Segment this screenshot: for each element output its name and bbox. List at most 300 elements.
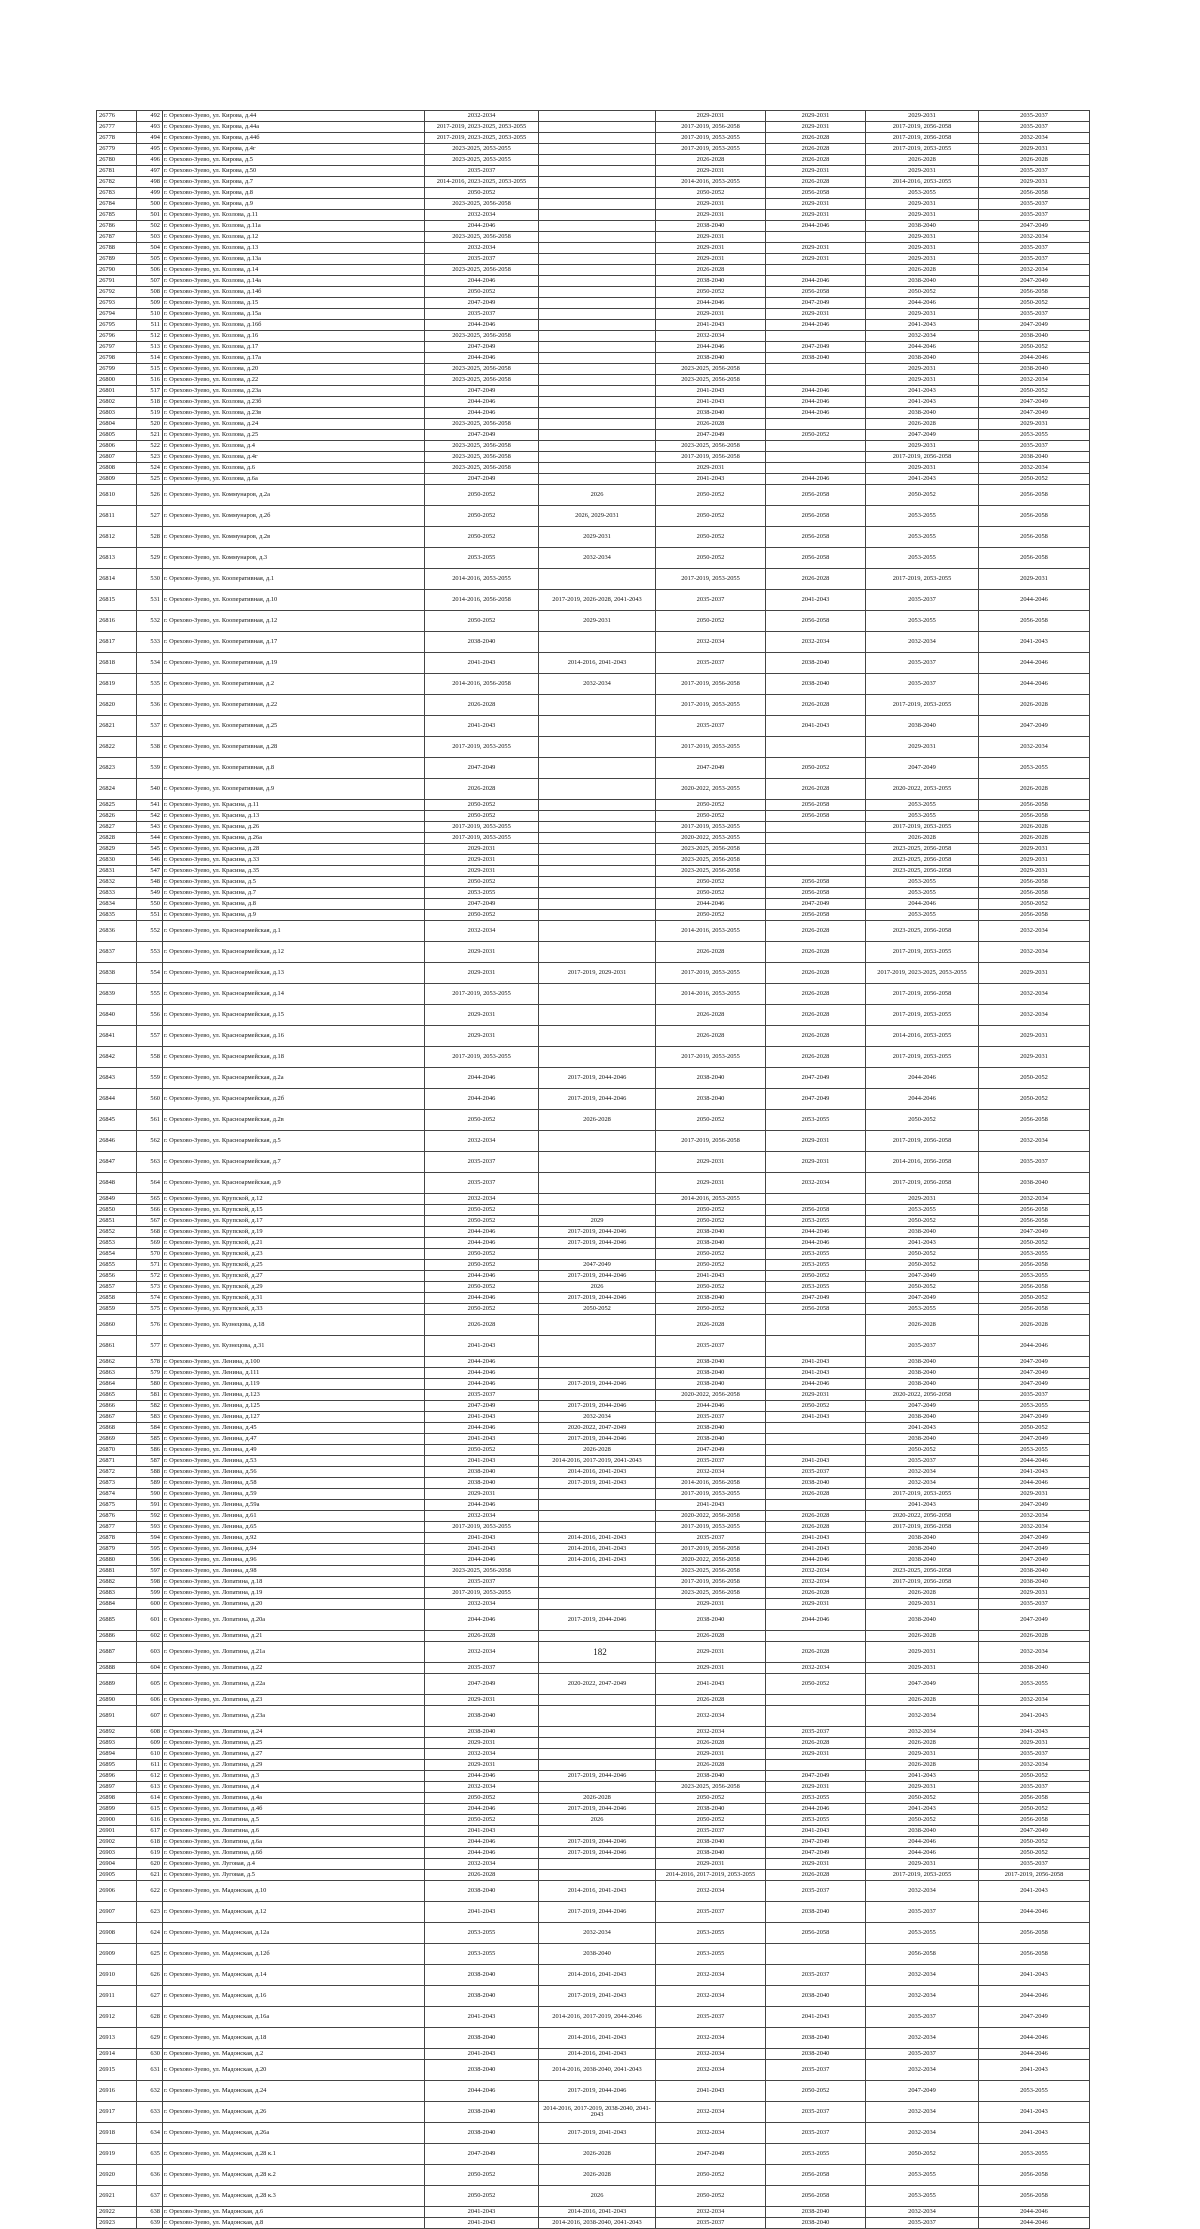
- cell-period-col-2: [539, 1194, 656, 1205]
- cell-row-number: 611: [137, 1760, 163, 1771]
- cell-period-col-6: 2035-2037: [979, 254, 1090, 265]
- cell-row-number: 598: [137, 1577, 163, 1588]
- cell-period-col-2: [539, 1249, 656, 1260]
- cell-period-col-1: 2032-2034: [425, 921, 539, 942]
- cell-period-col-6: 2026-2028: [979, 695, 1090, 716]
- cell-period-col-3: 2050-2052: [656, 1815, 766, 1826]
- cell-period-col-4: 2056-2058: [766, 611, 866, 632]
- table-row: [97, 695, 1090, 716]
- cell-period-col-6: 2038-2040: [979, 1566, 1090, 1577]
- cell-period-col-2: [539, 1859, 656, 1870]
- cell-record-id: 26809: [97, 474, 137, 485]
- cell-row-number: 625: [137, 1944, 163, 1965]
- cell-period-col-6: 2029-2031: [979, 844, 1090, 855]
- cell-address: г. Орехово-Зуево, ул. Лопатина, д.4а: [163, 1793, 425, 1804]
- cell-row-number: 548: [137, 877, 163, 888]
- cell-period-col-4: [766, 1760, 866, 1771]
- cell-row-number: 576: [137, 1315, 163, 1336]
- cell-row-number: 570: [137, 1249, 163, 1260]
- cell-address: г. Орехово-Зуево, ул. Красина, д.13: [163, 811, 425, 822]
- cell-period-col-1: 2044-2046: [425, 1379, 539, 1390]
- cell-period-col-3: 2047-2049: [656, 2144, 766, 2165]
- cell-period-col-2: [539, 1826, 656, 1837]
- cell-period-col-4: 2029-2031: [766, 243, 866, 254]
- cell-address: г. Орехово-Зуево, ул. Кирова, д.7: [163, 177, 425, 188]
- cell-period-col-3: 2035-2037: [656, 1336, 766, 1357]
- cell-period-col-3: 2038-2040: [656, 1423, 766, 1434]
- cell-period-col-2: [539, 1663, 656, 1674]
- cell-period-col-3: 2017-2019, 2056-2058: [656, 452, 766, 463]
- cell-period-col-3: 2044-2046: [656, 899, 766, 910]
- cell-period-col-3: 2017-2019, 2056-2058: [656, 674, 766, 695]
- cell-period-col-2: [539, 1511, 656, 1522]
- cell-period-col-3: 2014-2016, 2053-2055: [656, 177, 766, 188]
- cell-period-col-5: 2032-2034: [866, 1467, 979, 1478]
- cell-period-col-4: 2029-2031: [766, 1152, 866, 1173]
- cell-address: г. Орехово-Зуево, ул. Лопатина, д.20а: [163, 1610, 425, 1631]
- cell-record-id: 26833: [97, 888, 137, 899]
- table-row: [97, 506, 1090, 527]
- cell-period-col-4: 2047-2049: [766, 1293, 866, 1304]
- cell-period-col-5: 2029-2031: [866, 737, 979, 758]
- cell-period-col-3: 2038-2040: [656, 1434, 766, 1445]
- cell-row-number: 607: [137, 1706, 163, 1727]
- cell-period-col-3: 2050-2052: [656, 287, 766, 298]
- cell-period-col-2: 2032-2034: [539, 674, 656, 695]
- table-row: [97, 1533, 1090, 1544]
- cell-period-col-1: 2026-2028: [425, 1631, 539, 1642]
- cell-period-col-3: 2014-2016, 2053-2055: [656, 921, 766, 942]
- cell-period-col-5: 2032-2034: [866, 2028, 979, 2049]
- table-row: [97, 1749, 1090, 1760]
- cell-row-number: 492: [137, 111, 163, 122]
- cell-record-id: 26908: [97, 1923, 137, 1944]
- cell-period-col-6: 2038-2040: [979, 1173, 1090, 1194]
- cell-period-col-4: 2044-2046: [766, 320, 866, 331]
- cell-period-col-4: [766, 265, 866, 276]
- table-row: [97, 1965, 1090, 1986]
- cell-record-id: 26822: [97, 737, 137, 758]
- cell-period-col-3: 2035-2037: [656, 1533, 766, 1544]
- cell-period-col-6: 2035-2037: [979, 199, 1090, 210]
- table-row: [97, 2060, 1090, 2081]
- cell-record-id: 26798: [97, 353, 137, 364]
- cell-period-col-2: 2017-2019, 2044-2046: [539, 1379, 656, 1390]
- cell-period-col-2: 2014-2016, 2041-2043: [539, 1965, 656, 1986]
- cell-period-col-1: 2041-2043: [425, 1456, 539, 1467]
- cell-period-col-6: 2041-2043: [979, 1706, 1090, 1727]
- cell-address: г. Орехово-Зуево, ул. Кооперативная, д.19: [163, 653, 425, 674]
- cell-row-number: 600: [137, 1599, 163, 1610]
- cell-row-number: 617: [137, 1826, 163, 1837]
- cell-record-id: 26832: [97, 877, 137, 888]
- cell-period-col-6: 2032-2034: [979, 737, 1090, 758]
- cell-period-col-3: 2041-2043: [656, 1674, 766, 1695]
- table-row: [97, 463, 1090, 474]
- cell-row-number: 539: [137, 758, 163, 779]
- cell-address: г. Орехово-Зуево, ул. Лопатина, д.3: [163, 1771, 425, 1782]
- cell-period-col-3: 2026-2028: [656, 1315, 766, 1336]
- cell-address: г. Орехово-Зуево, ул. Крупской, д.19: [163, 1227, 425, 1238]
- cell-period-col-6: 2044-2046: [979, 1336, 1090, 1357]
- cell-record-id: 26876: [97, 1511, 137, 1522]
- cell-address: г. Орехово-Зуево, ул. Козлова, д.20: [163, 364, 425, 375]
- cell-period-col-5: 2041-2043: [866, 397, 979, 408]
- cell-period-col-1: 2044-2046: [425, 1357, 539, 1368]
- cell-address: г. Орехово-Зуево, ул. Крупской, д.23: [163, 1249, 425, 1260]
- cell-period-col-5: 2020-2022, 2056-2058: [866, 1390, 979, 1401]
- cell-record-id: 26845: [97, 1110, 137, 1131]
- cell-address: г. Орехово-Зуево, ул. Мадонская, д.2: [163, 2049, 425, 2060]
- cell-address: г. Орехово-Зуево, ул. Луговая, д.5: [163, 1870, 425, 1881]
- cell-period-col-6: 2053-2055: [979, 430, 1090, 441]
- table-row: [97, 1445, 1090, 1456]
- cell-period-col-6: 2056-2058: [979, 527, 1090, 548]
- table-row: [97, 822, 1090, 833]
- cell-row-number: 508: [137, 287, 163, 298]
- cell-period-col-3: 2017-2019, 2053-2055: [656, 1522, 766, 1533]
- cell-period-col-4: 2053-2055: [766, 1282, 866, 1293]
- table-row: [97, 877, 1090, 888]
- cell-period-col-1: 2023-2025, 2056-2058: [425, 331, 539, 342]
- table-row: [97, 1282, 1090, 1293]
- cell-period-col-2: 2017-2019, 2044-2046: [539, 1434, 656, 1445]
- cell-period-col-3: 2023-2025, 2056-2058: [656, 1782, 766, 1793]
- cell-period-col-5: 2023-2025, 2056-2058: [866, 921, 979, 942]
- cell-period-col-2: [539, 1152, 656, 1173]
- cell-row-number: 577: [137, 1336, 163, 1357]
- cell-address: г. Орехово-Зуево, ул. Красноармейская, д.7: [163, 1152, 425, 1173]
- cell-period-col-2: 2017-2019, 2044-2046: [539, 1837, 656, 1848]
- table-row: [97, 1467, 1090, 1478]
- cell-period-col-5: 2050-2052: [866, 1282, 979, 1293]
- cell-row-number: 538: [137, 737, 163, 758]
- cell-period-col-2: 2017-2019, 2044-2046: [539, 1227, 656, 1238]
- cell-period-col-2: [539, 877, 656, 888]
- cell-period-col-6: 2053-2055: [979, 1271, 1090, 1282]
- cell-record-id: 26790: [97, 265, 137, 276]
- cell-period-col-5: 2017-2019, 2056-2058: [866, 1577, 979, 1588]
- cell-row-number: 558: [137, 1047, 163, 1068]
- cell-period-col-3: 2038-2040: [656, 1293, 766, 1304]
- cell-period-col-4: 2035-2037: [766, 1881, 866, 1902]
- cell-period-col-6: 2056-2058: [979, 485, 1090, 506]
- cell-row-number: 584: [137, 1423, 163, 1434]
- cell-address: г. Орехово-Зуево, ул. Мадонская, д.10: [163, 1881, 425, 1902]
- cell-address: г. Орехово-Зуево, ул. Ленина, д.119: [163, 1379, 425, 1390]
- cell-address: г. Орехово-Зуево, ул. Лопатина, д.5: [163, 1815, 425, 1826]
- table-row: [97, 888, 1090, 899]
- cell-row-number: 525: [137, 474, 163, 485]
- cell-record-id: 26794: [97, 309, 137, 320]
- cell-row-number: 638: [137, 2207, 163, 2218]
- cell-period-col-2: 2017-2019, 2044-2046: [539, 1848, 656, 1859]
- cell-period-col-2: [539, 942, 656, 963]
- table-row: [97, 1026, 1090, 1047]
- table-row: [97, 265, 1090, 276]
- cell-period-col-6: 2050-2052: [979, 1068, 1090, 1089]
- cell-period-col-6: 2032-2034: [979, 942, 1090, 963]
- cell-period-col-4: 2044-2046: [766, 397, 866, 408]
- cell-period-col-1: 2041-2043: [425, 1336, 539, 1357]
- cell-period-col-2: [539, 1522, 656, 1533]
- table-row: [97, 364, 1090, 375]
- cell-period-col-6: 2050-2052: [979, 342, 1090, 353]
- cell-period-col-3: 2017-2019, 2053-2055: [656, 569, 766, 590]
- cell-address: г. Орехово-Зуево, ул. Красина, д.7: [163, 888, 425, 899]
- cell-period-col-3: 2041-2043: [656, 386, 766, 397]
- cell-period-col-4: 2026-2028: [766, 144, 866, 155]
- cell-row-number: 513: [137, 342, 163, 353]
- cell-period-col-5: 2026-2028: [866, 1588, 979, 1599]
- cell-period-col-5: 2050-2052: [866, 1793, 979, 1804]
- cell-period-col-2: 2017-2019, 2041-2043: [539, 1986, 656, 2007]
- cell-period-col-6: 2029-2031: [979, 963, 1090, 984]
- cell-period-col-1: 2038-2040: [425, 2123, 539, 2144]
- cell-period-col-5: 2050-2052: [866, 1445, 979, 1456]
- cell-record-id: 26871: [97, 1456, 137, 1467]
- cell-period-col-5: 2053-2055: [866, 2186, 979, 2207]
- cell-period-col-4: 2029-2031: [766, 199, 866, 210]
- cell-period-col-1: 2026-2028: [425, 1315, 539, 1336]
- cell-period-col-3: 2038-2040: [656, 1068, 766, 1089]
- cell-address: г. Орехово-Зуево, ул. Мадонская, д.26а: [163, 2123, 425, 2144]
- cell-address: г. Орехово-Зуево, ул. Козлова, д.6: [163, 463, 425, 474]
- cell-period-col-6: 2044-2046: [979, 1456, 1090, 1467]
- cell-period-col-5: 2050-2052: [866, 287, 979, 298]
- cell-record-id: 26918: [97, 2123, 137, 2144]
- cell-period-col-4: 2026-2028: [766, 1005, 866, 1026]
- cell-period-col-2: [539, 232, 656, 243]
- cell-period-col-3: 2023-2025, 2056-2058: [656, 375, 766, 386]
- cell-record-id: 26860: [97, 1315, 137, 1336]
- table-row: [97, 441, 1090, 452]
- table-row: [97, 653, 1090, 674]
- cell-period-col-4: 2056-2058: [766, 888, 866, 899]
- cell-address: г. Орехово-Зуево, ул. Козлова, д.4: [163, 441, 425, 452]
- cell-period-col-6: 2029-2031: [979, 866, 1090, 877]
- cell-address: г. Орехово-Зуево, ул. Кооперативная, д.1: [163, 569, 425, 590]
- cell-record-id: 26823: [97, 758, 137, 779]
- cell-record-id: 26869: [97, 1434, 137, 1445]
- cell-period-col-3: 2026-2028: [656, 1631, 766, 1642]
- cell-period-col-3: 2035-2037: [656, 2007, 766, 2028]
- cell-period-col-2: [539, 166, 656, 177]
- cell-period-col-4: 2050-2052: [766, 2081, 866, 2102]
- cell-period-col-3: 2032-2034: [656, 1965, 766, 1986]
- cell-period-col-2: 2017-2019, 2044-2046: [539, 1089, 656, 1110]
- cell-period-col-2: [539, 1599, 656, 1610]
- table-row: [97, 1566, 1090, 1577]
- table-row: [97, 1260, 1090, 1271]
- cell-period-col-5: 2053-2055: [866, 527, 979, 548]
- cell-period-col-5: 2053-2055: [866, 548, 979, 569]
- cell-period-col-5: 2041-2043: [866, 1238, 979, 1249]
- table-row: [97, 1631, 1090, 1642]
- cell-row-number: 586: [137, 1445, 163, 1456]
- cell-row-number: 504: [137, 243, 163, 254]
- cell-address: г. Орехово-Зуево, ул. Ленина, д.123: [163, 1390, 425, 1401]
- cell-period-col-3: 2053-2055: [656, 1923, 766, 1944]
- cell-period-col-4: 2032-2034: [766, 1663, 866, 1674]
- cell-period-col-2: [539, 133, 656, 144]
- cell-record-id: 26867: [97, 1412, 137, 1423]
- cell-period-col-6: 2047-2049: [979, 1412, 1090, 1423]
- table-row: [97, 632, 1090, 653]
- cell-period-col-2: 2014-2016, 2041-2043: [539, 1881, 656, 1902]
- cell-period-col-2: 2026: [539, 485, 656, 506]
- cell-period-col-3: 2023-2025, 2056-2058: [656, 441, 766, 452]
- cell-record-id: 26802: [97, 397, 137, 408]
- cell-period-col-4: [766, 364, 866, 375]
- cell-period-col-4: 2056-2058: [766, 506, 866, 527]
- cell-period-col-1: 2017-2019, 2053-2055: [425, 1047, 539, 1068]
- cell-period-col-1: 2017-2019, 2053-2055: [425, 833, 539, 844]
- cell-row-number: 593: [137, 1522, 163, 1533]
- cell-row-number: 546: [137, 855, 163, 866]
- cell-address: г. Орехово-Зуево, ул. Красноармейская, д.13: [163, 963, 425, 984]
- table-row: [97, 177, 1090, 188]
- cell-period-col-2: 2014-2016, 2041-2043: [539, 1544, 656, 1555]
- cell-period-col-2: 2017-2019, 2044-2046: [539, 2081, 656, 2102]
- cell-period-col-1: 2044-2046: [425, 1771, 539, 1782]
- cell-address: г. Орехово-Зуево, ул. Коммунаров, д.2б: [163, 506, 425, 527]
- cell-period-col-6: 2032-2034: [979, 1194, 1090, 1205]
- cell-address: г. Орехово-Зуево, ул. Кооперативная, д.2: [163, 674, 425, 695]
- cell-period-col-4: 2056-2058: [766, 287, 866, 298]
- cell-period-col-1: 2029-2031: [425, 866, 539, 877]
- cell-address: г. Орехово-Зуево, ул. Красноармейская, д.18: [163, 1047, 425, 1068]
- cell-period-col-3: 2029-2031: [656, 1173, 766, 1194]
- cell-period-col-3: 2029-2031: [656, 166, 766, 177]
- cell-record-id: 26906: [97, 1881, 137, 1902]
- cell-period-col-4: 2038-2040: [766, 2218, 866, 2229]
- cell-period-col-1: 2023-2025, 2056-2058: [425, 375, 539, 386]
- cell-period-col-1: 2053-2055: [425, 1923, 539, 1944]
- cell-address: г. Орехово-Зуево, ул. Лопатина, д.29: [163, 1760, 425, 1771]
- table-row: [97, 1005, 1090, 1026]
- table-row: [97, 811, 1090, 822]
- cell-period-col-2: [539, 463, 656, 474]
- cell-record-id: 26898: [97, 1793, 137, 1804]
- cell-period-col-4: 2053-2055: [766, 1249, 866, 1260]
- cell-period-col-4: 2044-2046: [766, 1379, 866, 1390]
- cell-period-col-3: 2032-2034: [656, 331, 766, 342]
- cell-period-col-1: 2035-2037: [425, 254, 539, 265]
- cell-period-col-5: 2050-2052: [866, 1216, 979, 1227]
- cell-period-col-1: 2050-2052: [425, 527, 539, 548]
- cell-period-col-4: 2026-2028: [766, 1738, 866, 1749]
- cell-address: г. Орехово-Зуево, ул. Красноармейская, д.12: [163, 942, 425, 963]
- cell-row-number: 535: [137, 674, 163, 695]
- cell-period-col-6: 2050-2052: [979, 1423, 1090, 1434]
- cell-period-col-5: 2041-2043: [866, 386, 979, 397]
- cell-period-col-1: 2050-2052: [425, 485, 539, 506]
- cell-address: г. Орехово-Зуево, ул. Мадонская, д.16: [163, 1986, 425, 2007]
- cell-period-col-5: 2038-2040: [866, 276, 979, 287]
- cell-row-number: 590: [137, 1489, 163, 1500]
- cell-period-col-4: 2044-2046: [766, 276, 866, 287]
- cell-address: г. Орехово-Зуево, ул. Ленина, д.98: [163, 1566, 425, 1577]
- cell-period-col-1: 2017-2019, 2053-2055: [425, 737, 539, 758]
- cell-period-col-4: 2044-2046: [766, 1238, 866, 1249]
- cell-period-col-5: 2017-2019, 2056-2058: [866, 452, 979, 463]
- cell-period-col-1: 2050-2052: [425, 506, 539, 527]
- cell-period-col-5: 2023-2025, 2056-2058: [866, 866, 979, 877]
- cell-period-col-2: 2017-2019, 2044-2046: [539, 1271, 656, 1282]
- cell-record-id: 26821: [97, 716, 137, 737]
- cell-period-col-5: 2032-2034: [866, 1965, 979, 1986]
- cell-address: г. Орехово-Зуево, ул. Козлова, д.13: [163, 243, 425, 254]
- cell-period-col-5: 2038-2040: [866, 1826, 979, 1837]
- table-row: [97, 166, 1090, 177]
- cell-period-col-5: 2047-2049: [866, 1401, 979, 1412]
- cell-period-col-6: 2047-2049: [979, 221, 1090, 232]
- cell-period-col-1: 2026-2028: [425, 779, 539, 800]
- cell-period-col-1: 2029-2031: [425, 855, 539, 866]
- cell-period-col-5: 2017-2019, 2053-2055: [866, 1047, 979, 1068]
- cell-period-col-6: 2041-2043: [979, 2123, 1090, 2144]
- cell-period-col-4: [766, 331, 866, 342]
- cell-address: г. Орехово-Зуево, ул. Козлова, д.23в: [163, 408, 425, 419]
- cell-address: г. Орехово-Зуево, ул. Крупской, д.31: [163, 1293, 425, 1304]
- cell-period-col-2: [539, 1727, 656, 1738]
- table-row: [97, 1738, 1090, 1749]
- cell-period-col-4: [766, 833, 866, 844]
- table-row: [97, 1205, 1090, 1216]
- cell-period-col-6: 2041-2043: [979, 2060, 1090, 2081]
- cell-period-col-1: 2029-2031: [425, 942, 539, 963]
- cell-period-col-1: 2035-2037: [425, 166, 539, 177]
- cell-record-id: 26892: [97, 1727, 137, 1738]
- cell-period-col-2: [539, 111, 656, 122]
- cell-period-col-3: 2026-2028: [656, 1695, 766, 1706]
- cell-period-col-3: 2026-2028: [656, 1738, 766, 1749]
- table-row: [97, 276, 1090, 287]
- table-row: [97, 1804, 1090, 1815]
- cell-period-col-4: 2026-2028: [766, 569, 866, 590]
- cell-row-number: 597: [137, 1566, 163, 1577]
- table-row: [97, 221, 1090, 232]
- table-row: [97, 1663, 1090, 1674]
- cell-period-col-5: 2053-2055: [866, 910, 979, 921]
- cell-period-col-5: 2029-2031: [866, 375, 979, 386]
- table-row: [97, 2144, 1090, 2165]
- cell-period-col-3: 2035-2037: [656, 653, 766, 674]
- cell-period-col-2: [539, 1205, 656, 1216]
- cell-period-col-3: 2038-2040: [656, 1610, 766, 1631]
- cell-period-col-5: 2053-2055: [866, 506, 979, 527]
- cell-record-id: 26778: [97, 133, 137, 144]
- cell-period-col-1: 2032-2034: [425, 1131, 539, 1152]
- table-row: [97, 111, 1090, 122]
- table-row: [97, 716, 1090, 737]
- cell-period-col-6: 2047-2049: [979, 1379, 1090, 1390]
- cell-record-id: 26846: [97, 1131, 137, 1152]
- cell-period-col-2: 2032-2034: [539, 548, 656, 569]
- cell-address: г. Орехово-Зуево, ул. Козлова, д.14б: [163, 287, 425, 298]
- cell-record-id: 26783: [97, 188, 137, 199]
- cell-period-col-6: 2050-2052: [979, 1771, 1090, 1782]
- cell-period-col-1: 2023-2025, 2056-2058: [425, 199, 539, 210]
- cell-row-number: 517: [137, 386, 163, 397]
- cell-address: г. Орехово-Зуево, ул. Мадонская, д.20: [163, 2060, 425, 2081]
- cell-record-id: 26862: [97, 1357, 137, 1368]
- cell-record-id: 26787: [97, 232, 137, 243]
- cell-period-col-6: 2056-2058: [979, 548, 1090, 569]
- cell-record-id: 26870: [97, 1445, 137, 1456]
- cell-period-col-3: 2041-2043: [656, 1271, 766, 1282]
